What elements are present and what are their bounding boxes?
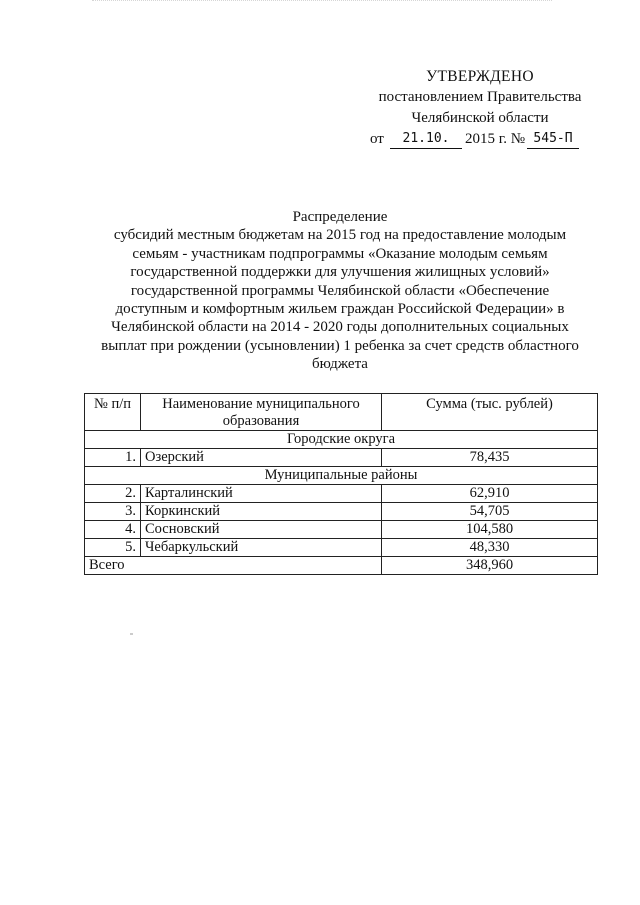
approval-line-1: постановлением Правительства (378, 89, 582, 105)
row-num: 3. (85, 503, 141, 521)
approval-date-number-line (350, 129, 610, 151)
title-heading: Распределение (292, 209, 388, 225)
row-name: Озерский (141, 449, 382, 467)
resolution-number: 545-П (527, 129, 579, 149)
title-line: Челябинской области на 2014 - 2020 годы дополнительных социальных (111, 319, 569, 336)
total-label: Всего (85, 557, 382, 575)
table-row (85, 449, 598, 467)
row-num: 2. (85, 485, 141, 503)
year-number-label: 2015 г. № (465, 131, 526, 147)
header-name-line-2: образования (222, 413, 300, 429)
row-sum: 54,705 (382, 503, 598, 521)
title-line: государственной поддержки для улучшения жилищных условий» (130, 264, 550, 281)
title-line: семьям - участникам подпрограммы «Оказание молодым семьям (132, 245, 548, 262)
total-row (85, 557, 598, 575)
row-num: 4. (85, 521, 141, 539)
title-line: бюджета (312, 356, 368, 373)
table-row (85, 539, 598, 557)
table-row (85, 521, 598, 539)
table-row (85, 503, 598, 521)
section-row (85, 467, 598, 485)
scan-artifact-line (92, 0, 552, 4)
row-num: 1. (85, 449, 141, 467)
row-name: Коркинский (141, 503, 382, 521)
from-label: от (370, 131, 384, 147)
approval-line-2: Челябинской области (411, 110, 549, 126)
table-row (85, 485, 598, 503)
header-num: № п/п (85, 394, 141, 431)
approval-block (350, 66, 610, 151)
row-sum: 78,435 (382, 449, 598, 467)
section-municipal-districts: Муниципальные районы (85, 467, 598, 485)
header-name-line-1: Наименование муниципального (162, 396, 360, 412)
row-sum: 104,580 (382, 521, 598, 539)
header-name (141, 394, 382, 431)
row-name: Сосновский (141, 521, 382, 539)
row-name: Чебаркульский (141, 539, 382, 557)
section-row (85, 431, 598, 449)
row-sum: 62,910 (382, 485, 598, 503)
title-line: доступным и комфортным жильем граждан Российской Федерации» в (115, 301, 565, 318)
row-num: 5. (85, 539, 141, 557)
table-header-row (85, 394, 598, 431)
row-name: Карталинский (141, 485, 382, 503)
header-sum: Сумма (тыс. рублей) (382, 394, 598, 431)
title-line: государственной программы Челябинской области «Обеспечение (130, 282, 550, 299)
total-sum: 348,960 (382, 557, 598, 575)
scan-speck (130, 633, 133, 635)
approval-date: 21.10. (390, 129, 462, 149)
approved-heading: УТВЕРЖДЕНО (426, 68, 534, 85)
document-title (98, 208, 582, 374)
row-sum: 48,330 (382, 539, 598, 557)
distribution-table (84, 393, 598, 575)
title-line: выплат при рождении (усыновлении) 1 ребенка за счет средств областного (101, 337, 579, 354)
section-city-districts: Городские округа (85, 431, 598, 449)
title-line: субсидий местным бюджетам на 2015 год на предоставление молодым (113, 227, 567, 244)
